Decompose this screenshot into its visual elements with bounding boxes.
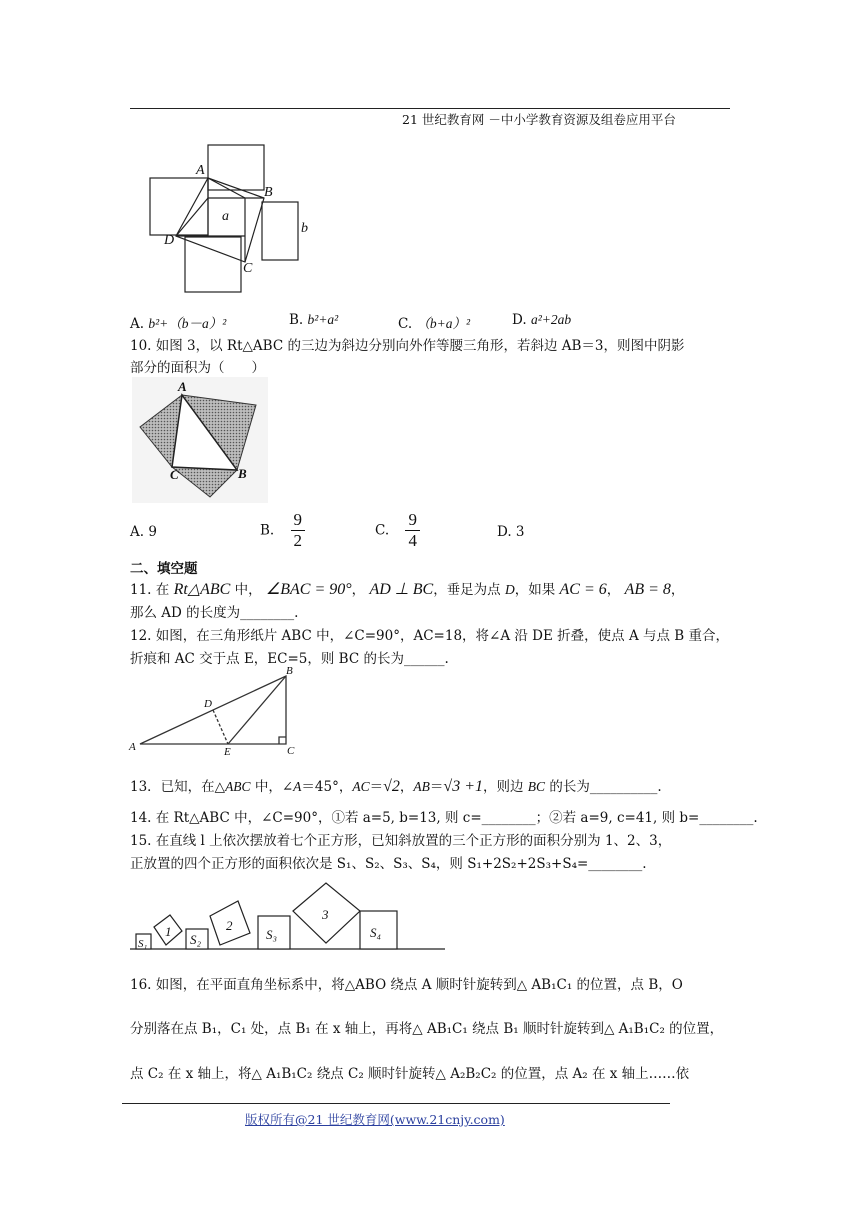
q16-line2: 分别落在点 B₁，C₁ 处，点 B₁ 在 x 轴上，再将△ AB₁C₁ 绕点 B₁ 顺时针旋转到△ A₁B₁C₂ 的位置， (130, 1021, 724, 1037)
q16-line1: 16. 如图，在平面直角坐标系中，将△ABO 绕点 A 顺时针旋转到△ AB₁C₁ 的位置，点 B，O (130, 977, 683, 993)
figure-q15-squares (130, 873, 450, 953)
q10-line2: 部分的面积为（ ） (130, 360, 265, 376)
q11-line1: 11. 在 Rt△ABC 中， ∠BAC = 90°， AD ⊥ BC，垂足为点 D，如果 AC = 6， AB = 8， (130, 581, 685, 598)
fig12-fold-DE (213, 710, 228, 744)
fig9-label-b: b (301, 221, 308, 236)
figure-q9-squares (140, 140, 320, 295)
fig15-label-s1: S₁ (138, 938, 148, 950)
footer-copyright-link[interactable]: 版权所有@21 世纪教育网(www.21cnjy.com) (245, 1112, 505, 1127)
fig15-label-s3: S₃ (266, 927, 278, 942)
fig10-label-B: B (238, 466, 247, 481)
fig12-label-D: D (204, 698, 212, 710)
q14-line: 14. 在 Rt△ABC 中，∠C=90°，①若 a=5, b=13, 则 c=________；②若 a=9, c=41, 则 b=________. (130, 810, 758, 826)
q11-line2: 那么 AD 的长度为________. (130, 605, 299, 621)
q15-line2: 正放置的四个正方形的面积依次是 S₁、S₂、S₃、S₄，则 S₁+2S₂+2S₃+S₄=________. (130, 856, 647, 872)
fig9-label-B: B (264, 185, 273, 200)
fig9-label-D: D (164, 233, 175, 248)
section2-title: 二、填空题 (130, 561, 198, 577)
fig10-label-A: A (178, 379, 187, 394)
q12-line2: 折痕和 AC 交于点 E，EC=5，则 BC 的长为______. (130, 651, 449, 667)
footer-rule (122, 1103, 670, 1104)
fig15-label-s4: S₄ (370, 925, 382, 940)
fig9-left-square (150, 178, 208, 235)
q10-option-b: B. $\frac{9}{2}$ (260, 510, 305, 551)
fig15-label-2: 2 (226, 918, 233, 933)
fig9-label-A: A (196, 163, 205, 178)
fig9-bottom-square (185, 237, 241, 292)
q9-option-a: A. b²+（b－a）² (130, 316, 227, 332)
fig12-segment-BE (228, 676, 286, 744)
fig12-label-A: A (129, 741, 136, 753)
q10-option-c: C. $\frac{9}{4}$ (375, 510, 420, 551)
fig9-right-square (262, 202, 298, 260)
fig9-top-square (208, 145, 264, 190)
fig15-label-s2: S₂ (190, 932, 202, 947)
q15-line1: 15. 在直线 l 上依次摆放着七个正方形，已知斜放置的三个正方形的面积分别为 1、2、3， (130, 833, 672, 849)
q9-option-b: B. b²+a² (289, 312, 339, 328)
fig15-label-3: 3 (322, 907, 329, 922)
q12-line1: 12. 如图，在三角形纸片 ABC 中，∠C=90°，AC=18，将∠A 沿 DE 折叠，使点 A 与点 B 重合， (130, 628, 729, 644)
q10-option-d: D. 3 (497, 524, 525, 540)
header-rule (130, 108, 730, 109)
fig12-label-E: E (224, 746, 231, 756)
q16-line3: 点 C₂ 在 x 轴上，将△ A₁B₁C₂ 绕点 C₂ 顺时针旋转△ A₂B₂C₂ 的位置，点 A₂ 在 x 轴上……依 (130, 1066, 690, 1082)
q9-option-c: C. （b+a）² (398, 316, 471, 332)
fig10-label-C: C (170, 467, 179, 482)
q10-option-a: A. 9 (130, 524, 157, 540)
fig15-label-1: 1 (165, 924, 172, 939)
fig12-label-B: B (286, 665, 293, 677)
fig12-right-angle (279, 737, 286, 744)
figure-q12-triangle (126, 664, 301, 756)
figure-q10-triangles (130, 375, 270, 505)
q13-line: 13．已知，在△ABC 中，∠A＝45°，AC＝√2，AB＝√3 +1，则边 BC 的长为__________. (130, 778, 662, 795)
q10-line1: 10. 如图 3，以 Rt△ABC 的三边为斜边分别向外作等腰三角形，若斜边 AB＝3，则图中阴影 (130, 338, 685, 354)
q9-option-d: D. a²+2ab (512, 312, 572, 328)
header-text: 21 世纪教育网 －中小学教育资源及组卷应用平台 (402, 112, 676, 127)
fig12-label-C: C (287, 745, 295, 756)
fig9-label-a: a (222, 209, 229, 224)
fig9-label-C: C (243, 261, 253, 276)
